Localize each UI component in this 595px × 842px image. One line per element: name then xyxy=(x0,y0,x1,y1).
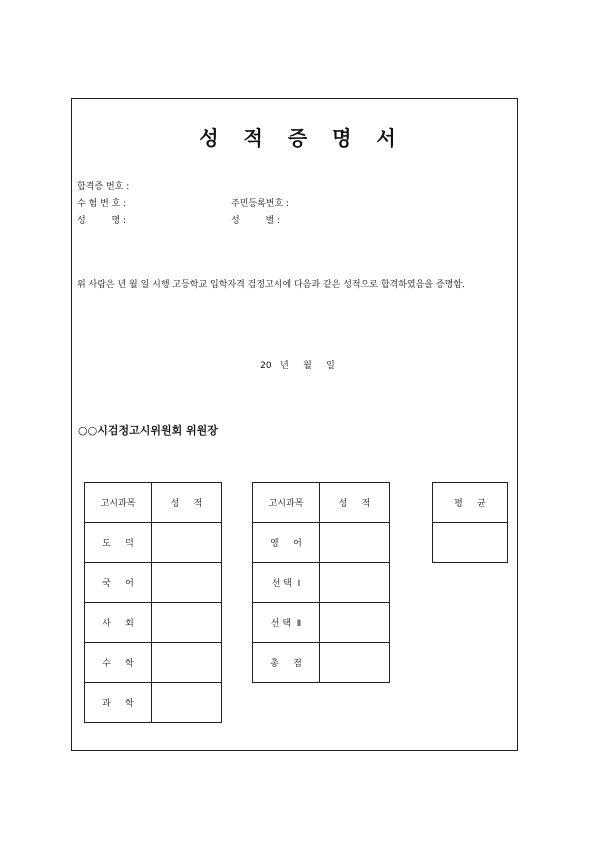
subject-label: 수 학 xyxy=(85,643,152,683)
table-row xyxy=(85,603,222,643)
score-cell xyxy=(152,563,222,603)
resident-number-field: 주민등록번호 : xyxy=(231,199,290,209)
header-subject: 고시과목 xyxy=(253,483,320,523)
score-cell xyxy=(152,523,222,563)
score-cell xyxy=(320,523,390,563)
subject-label: 사 회 xyxy=(85,603,152,643)
header-average: 평 균 xyxy=(433,483,508,523)
grade-table-1 xyxy=(84,482,222,723)
subject-label: 총 점 xyxy=(253,643,320,683)
table-row xyxy=(253,603,390,643)
table-row xyxy=(433,483,508,523)
table-row xyxy=(85,643,222,683)
issuer-title: ○○시검정고시위원회 위원장 xyxy=(78,424,218,437)
header-score: 성 적 xyxy=(152,483,222,523)
gender-field: 성 별 : xyxy=(231,216,281,226)
table-row xyxy=(253,523,390,563)
table-row xyxy=(253,643,390,683)
subject-label: 선 택 Ⅰ xyxy=(253,563,320,603)
subject-label: 과 학 xyxy=(85,683,152,723)
table-row xyxy=(253,563,390,603)
name-field: 성 명 : xyxy=(77,216,127,226)
table-row xyxy=(433,523,508,563)
pass-number-field: 합격증 번호 : xyxy=(77,182,130,192)
document-title: 성 적 증 명 서 xyxy=(199,126,405,150)
certification-statement: 위 사람은 년 월 일 시행 고등학교 입학자격 검정고시에 다음과 같은 성적으로 합격하였음을 증명함. xyxy=(77,280,465,290)
score-cell xyxy=(152,643,222,683)
average-table xyxy=(432,482,508,563)
table-row xyxy=(85,683,222,723)
header-score: 성 적 xyxy=(320,483,390,523)
average-value-cell xyxy=(433,523,508,563)
subject-label: 국 어 xyxy=(85,563,152,603)
exam-number-field: 수 험 번 호 : xyxy=(77,199,127,209)
header-subject: 고시과목 xyxy=(85,483,152,523)
score-cell xyxy=(320,563,390,603)
grade-table-2 xyxy=(252,482,390,683)
score-cell xyxy=(320,643,390,683)
table-row xyxy=(85,523,222,563)
table-row xyxy=(85,483,222,523)
subject-label: 도 덕 xyxy=(85,523,152,563)
table-row xyxy=(253,483,390,523)
score-cell xyxy=(152,683,222,723)
subject-label: 영 어 xyxy=(253,523,320,563)
score-cell xyxy=(152,603,222,643)
table-row xyxy=(85,563,222,603)
issue-date: 20 년 월 일 xyxy=(260,361,335,371)
subject-label: 선 택 Ⅱ xyxy=(253,603,320,643)
score-cell xyxy=(320,603,390,643)
